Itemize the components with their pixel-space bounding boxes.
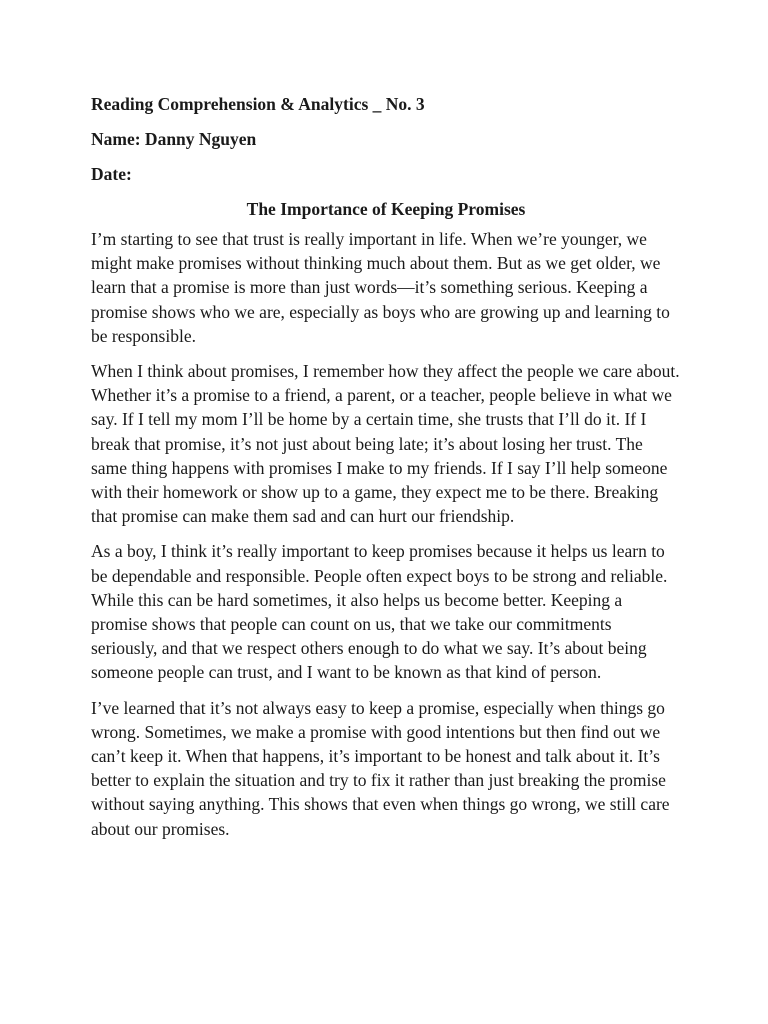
essay-title: The Importance of Keeping Promises <box>246 199 526 219</box>
document-page <box>91 92 681 852</box>
paragraph-1: I’m starting to see that trust is really important in life. When we’re younger, we might make promises without thinking much about them. But as we get older, we learn that a promise is more than just words—it’s something serious. Keeping a promise shows who we are, especially as boys who are growing up and learning to be responsible. <box>91 229 670 346</box>
paragraph-3: As a boy, I think it’s really important to keep promises because it helps us learn to be dependable and responsible. People often expect boys to be strong and reliable. While this can be hard sometimes, it also helps us become better. Keeping a promise shows that people can count on us, that we take our commitments seriously, and that we respect others enough to do what we say. It’s about being someone people can trust, and I want to be known as that kind of person. <box>91 541 668 683</box>
paragraph-2: When I think about promises, I remember how they affect the people we care about. Whether it’s a promise to a friend, a parent, or a teacher, people believe in what we say. If I tell my mom I’ll be home by a certain time, she trusts that I’ll do it. If I break that promise, it’s not just about being late; it’s about losing her trust. The same thing happens with promises I make to my friends. If I say I’ll help someone with their homework or show up to a game, they expect me to be there. Breaking that promise can make them sad and can hurt our friendship. <box>91 361 680 527</box>
student-name: Name: Danny Nguyen <box>91 129 257 149</box>
paragraph-4: I’ve learned that it’s not always easy to keep a promise, especially when things go wrong. Sometimes, we make a promise with good intentions but then find out we can’t keep it. When that happens, it’s important to be honest and talk about it. It’s better to explain the situation and try to fix it rather than just breaking the promise without saying anything. This shows that even when things go wrong, we still care about our promises. <box>91 697 670 839</box>
date-label: Date: <box>91 164 132 184</box>
assignment-heading: Reading Comprehension & Analytics _ No. 3 <box>91 94 425 114</box>
